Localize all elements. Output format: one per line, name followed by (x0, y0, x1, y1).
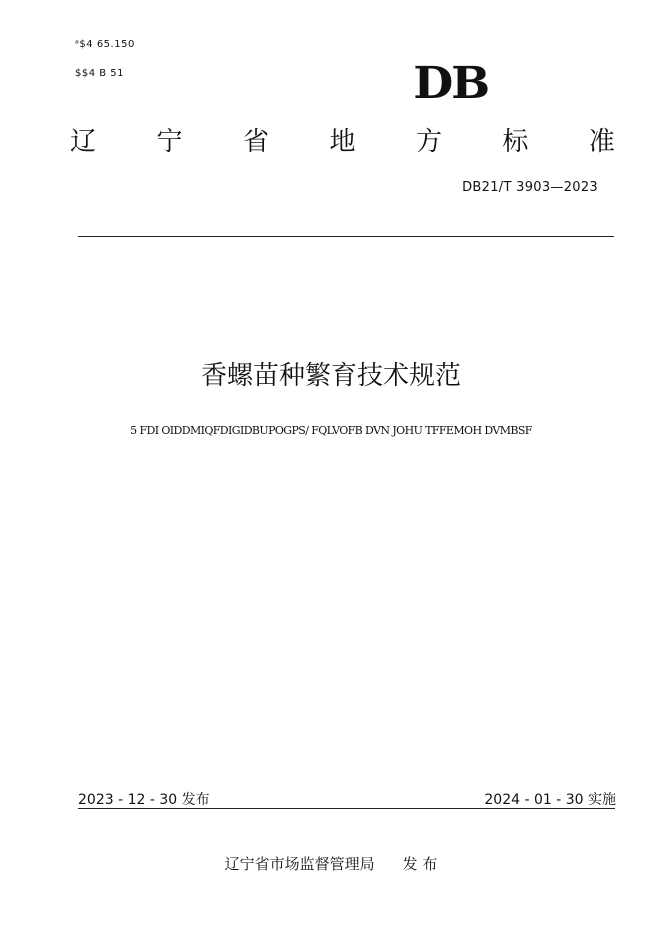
standard-type-char: 标 (502, 127, 529, 157)
standard-type-char: 准 (588, 127, 615, 157)
english-title: 5 FDI OIDDMIQFDIGIDBUPOGPS/ FQLVOFB DVN JOHU TFFEMOH DVMBSF (130, 424, 532, 437)
ics-code: ᵃ$4 65.150 (75, 39, 135, 50)
top-divider (78, 236, 614, 237)
document-title: 香螺苗种繁育技术规范 (200, 361, 461, 391)
publish-action: 发 布 (402, 855, 438, 873)
issue-date: 2023 - 12 - 30 发布 (78, 792, 210, 808)
standard-type-char: 宁 (156, 127, 183, 157)
implementation-date: 2024 - 01 - 30 实施 (484, 792, 616, 808)
publisher-name: 辽宁省市场监督管理局 (224, 855, 375, 873)
standard-type-char: 地 (329, 127, 356, 157)
bottom-divider (78, 808, 615, 809)
standard-type-char: 省 (242, 127, 269, 157)
ccs-code: $$4 B 51 (75, 68, 125, 79)
standard-code: DB21/T 3903—2023 (462, 180, 598, 195)
publisher-line (0, 853, 662, 874)
standard-type-title (70, 124, 615, 160)
db-logo: DB (413, 58, 489, 109)
standard-type-char: 辽 (70, 127, 97, 157)
standard-type-char: 方 (415, 127, 442, 157)
